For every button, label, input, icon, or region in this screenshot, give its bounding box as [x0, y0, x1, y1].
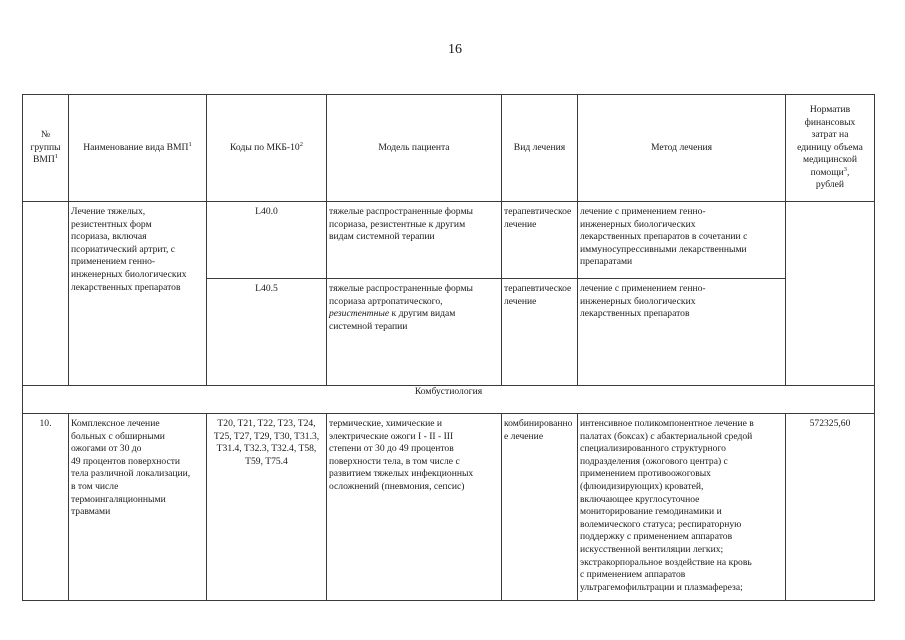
psoriasis-icd-codes: L40.0 [207, 202, 327, 279]
psoriasis-patient-model: тяжелые распространенные формы псориаза артропатического, резистентные к другим видам системной терапии [327, 279, 502, 386]
burns-vmp-name: Комплексное лечение больных с обширными ожогами от 30 до 49 процентов поверхности тела различной локализации, в том числе термоингаляционными травмами [69, 414, 207, 601]
header-group-number: № группы ВМП$^1$ [23, 95, 69, 202]
psoriasis-icd-codes: L40.5 [207, 279, 327, 386]
table-row [23, 202, 875, 279]
burns-treatment-type: комбинированно е лечение [502, 414, 578, 601]
psoriasis-vmp-name: Лечение тяжелых, резистентных форм псориаза, включая псориатический артрит, с применением генно- инженерных биологических лекарственных препаратов [69, 202, 207, 386]
header-icd-codes: Коды по МКБ-$10^2$ [207, 95, 327, 202]
burns-group-number: 10. [23, 414, 69, 601]
vmp-table [22, 94, 875, 601]
psoriasis-treatment-type: терапевтическое лечение [502, 202, 578, 279]
burns-price: 572325,60 [786, 414, 875, 601]
psoriasis-treatment-type: терапевтическое лечение [502, 279, 578, 386]
burns-icd-codes: T20, T21, T22, T23, T24, T25, T27, T29, T30, T31.3, T31.4, T32.3, T32.4, T58, T59, T75.4 [207, 414, 327, 601]
burns-patient-model: термические, химические и электрические ожоги I - II - III степени от 30 до 49 процентов поверхности тела, в том числе с развитием тяжелых инфекционных осложнений (пневмония, сепсис) [327, 414, 502, 601]
page-number: 16 [448, 42, 462, 57]
section-title-combustiology: Комбустиология [23, 386, 875, 414]
header-treatment-type: Вид лечения [502, 95, 578, 202]
burns-treatment-method: интенсивное поликомпонентное лечение в палатах (боксах) с абактериальной средой специализированного структурного подразделения (ожогового центра) с применением противоожоговых (флюидизирующих) кроватей, включающее круглосуточное мониторирование гемодинамики и волемического статуса; респираторную поддержку с применением аппаратов искусственной вентиляции легких; экстракорпоральное воздействие на кровь с применением аппаратов ультрагемофильтрации и плазмафереза; [578, 414, 786, 601]
psoriasis-group-number [23, 202, 69, 386]
section-row [23, 386, 875, 414]
table-header-row [23, 95, 875, 202]
psoriasis-treatment-method: лечение с применением генно- инженерных биологических лекарственных препаратов [578, 279, 786, 386]
table-row [23, 414, 875, 601]
header-treatment-method: Метод лечения [578, 95, 786, 202]
psoriasis-treatment-method: лечение с применением генно- инженерных биологических лекарственных препаратов в сочетании с иммуносупрессивными лекарственными препаратами [578, 202, 786, 279]
header-patient-model: Модель пациента [327, 95, 502, 202]
psoriasis-patient-model: тяжелые распространенные формы псориаза, резистентные к другим видам системной терапии [327, 202, 502, 279]
header-vmp-name: Наименование вида ВМП$^1$ [69, 95, 207, 202]
psoriasis-price [786, 202, 875, 386]
header-financial-norm: Норматив финансовых затрат на единицу объема медицинской помощи$^3$, рублей [786, 95, 875, 202]
